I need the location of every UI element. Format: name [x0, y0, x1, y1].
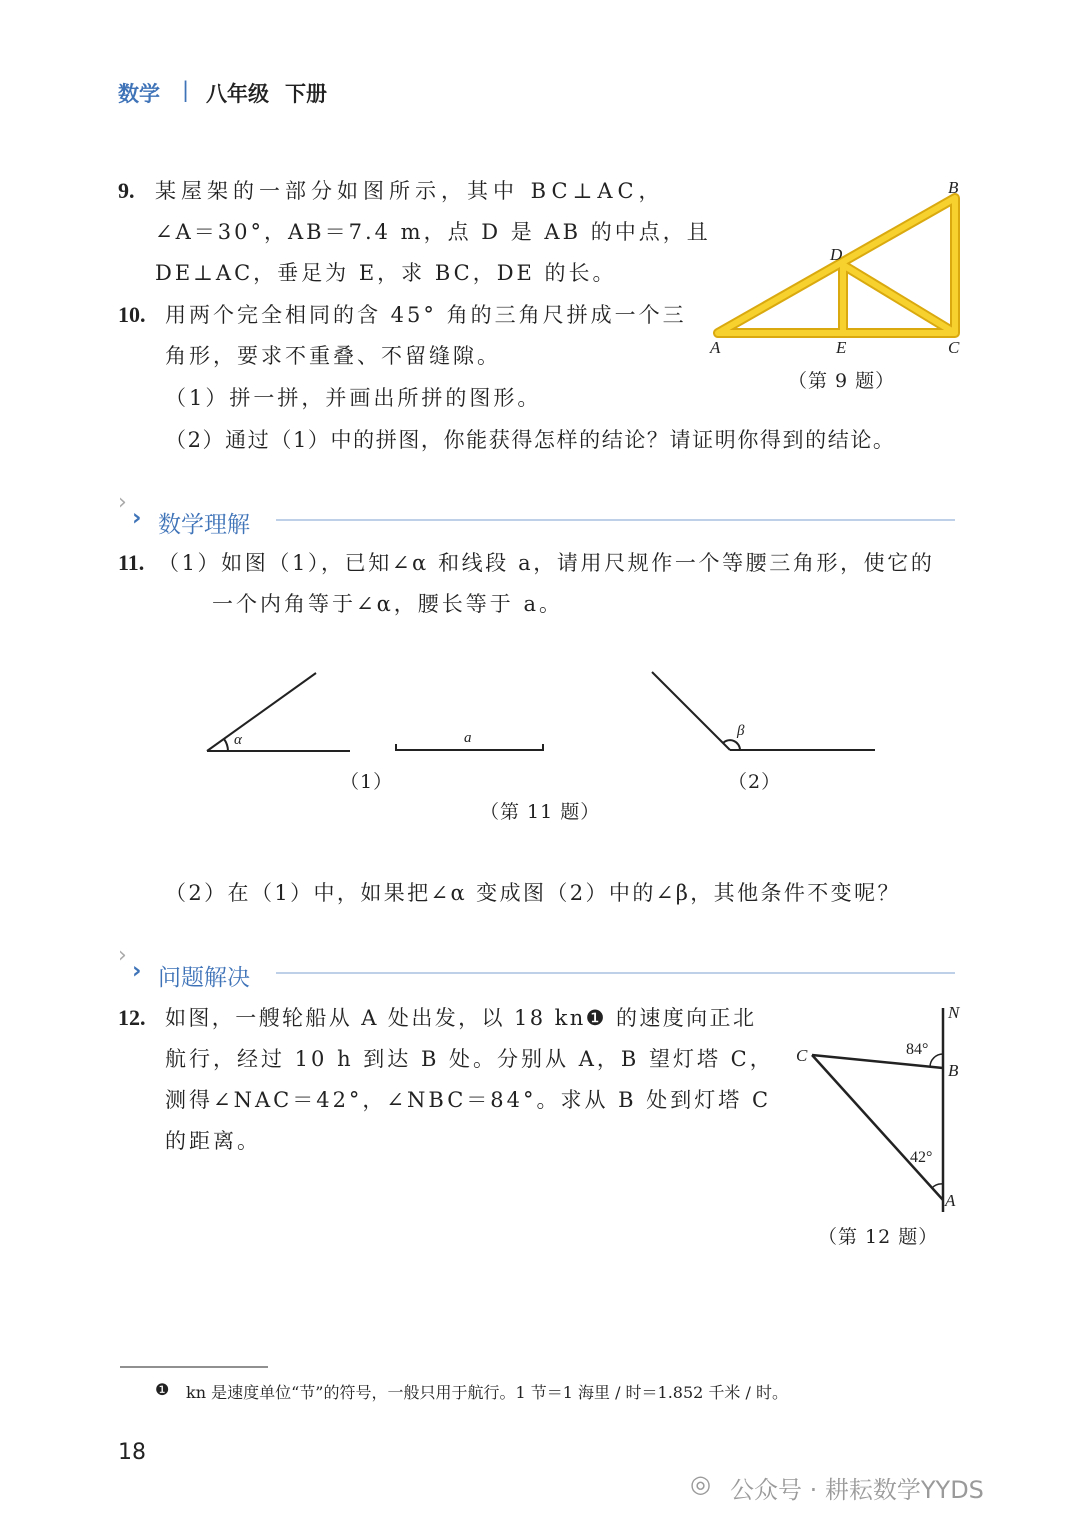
- chevron-gray-icon: ›: [118, 490, 127, 515]
- label-beta: β: [737, 723, 745, 739]
- q12-line: 测得∠NAC＝42°，∠NBC＝84°。求从 B 处到灯塔 C: [165, 1088, 772, 1112]
- q11-part2: （2）在（1）中，如果把∠α 变成图（2）中的∠β，其他条件不变呢？: [165, 881, 901, 905]
- angle-84: 84°: [906, 1041, 929, 1058]
- watermark: 公众号 · 耕耘数学YYDS: [730, 1476, 984, 1504]
- q9-number: 9.: [118, 178, 135, 203]
- label-D: D: [830, 245, 843, 264]
- label-B: B: [948, 178, 959, 197]
- figure-12: [812, 1008, 943, 1212]
- q10-number: 10.: [118, 302, 146, 327]
- label-N: N: [948, 1003, 960, 1022]
- wechat-icon: ◎: [690, 1470, 711, 1498]
- section-title-problem-solving: 问题解决: [158, 965, 250, 991]
- section-title-understanding: 数学理解: [158, 512, 250, 538]
- figure-11-sub1: （1）: [340, 771, 394, 793]
- q12-line: 的距离。: [165, 1129, 261, 1153]
- q12-number: 12.: [118, 1005, 146, 1030]
- label-A: A: [945, 1191, 956, 1210]
- q10-line: 用两个完全相同的含 45° 角的三角尺拼成一个三: [165, 303, 687, 327]
- figure-9-caption: （第 9 题）: [788, 370, 896, 392]
- chevron-blue-icon: ›: [132, 505, 142, 531]
- header-separator: |: [182, 78, 190, 102]
- q9-line: DE⊥AC，垂足为 E，求 BC，DE 的长。: [155, 261, 617, 285]
- q10-line: （1）拼一拼，并画出所拼的图形。: [165, 386, 542, 410]
- angle-42: 42°: [910, 1149, 933, 1166]
- label-A: A: [710, 338, 721, 357]
- page-number: 18: [118, 1440, 146, 1465]
- q11-line: （1）如图（1），已知∠α 和线段 a，请用尺规作一个等腰三角形，使它的: [158, 551, 935, 575]
- chevron-blue-icon: ›: [132, 958, 142, 984]
- figure-12-caption: （第 12 题）: [818, 1226, 939, 1248]
- q9-line: 某屋架的一部分如图所示，其中 BC⊥AC，: [155, 179, 665, 203]
- label-B: B: [948, 1061, 959, 1080]
- q11-line: 一个内角等于∠α，腰长等于 a。: [212, 592, 563, 616]
- label-C: C: [948, 338, 960, 357]
- figure-11-caption: （第 11 题）: [480, 801, 601, 823]
- chevron-gray-icon: ›: [118, 943, 127, 968]
- q10-line: （2）通过（1）中的拼图，你能获得怎样的结论？请证明你得到的结论。: [165, 428, 896, 452]
- header-volume: 下册: [285, 82, 327, 106]
- footnote-text: kn 是速度单位“节”的符号，一般只用于航行。1 节＝1 海里 / 时＝1.852 千米 / 时。: [186, 1383, 788, 1402]
- label-a: a: [464, 730, 472, 746]
- label-E: E: [836, 338, 847, 357]
- q9-line: ∠A＝30°，AB＝7.4 m，点 D 是 AB 的中点，且: [155, 220, 711, 244]
- q11-number: 11.: [118, 550, 145, 575]
- figure-11-sub2: （2）: [728, 771, 782, 793]
- header-subject: 数学: [118, 82, 160, 106]
- figure-11: [207, 672, 875, 751]
- q12-line: 航行，经过 10 h 到达 B 处。分别从 A，B 望灯塔 C，: [165, 1047, 774, 1071]
- header-grade: 八年级: [206, 82, 269, 106]
- label-alpha: α: [234, 732, 242, 748]
- footnote-marker: ❶: [155, 1380, 170, 1399]
- label-C: C: [796, 1046, 808, 1065]
- q12-line: 如图，一艘轮船从 A 处出发，以 18 kn❶ 的速度向正北: [165, 1006, 757, 1030]
- q10-line: 角形，要求不重叠、不留缝隙。: [165, 344, 501, 368]
